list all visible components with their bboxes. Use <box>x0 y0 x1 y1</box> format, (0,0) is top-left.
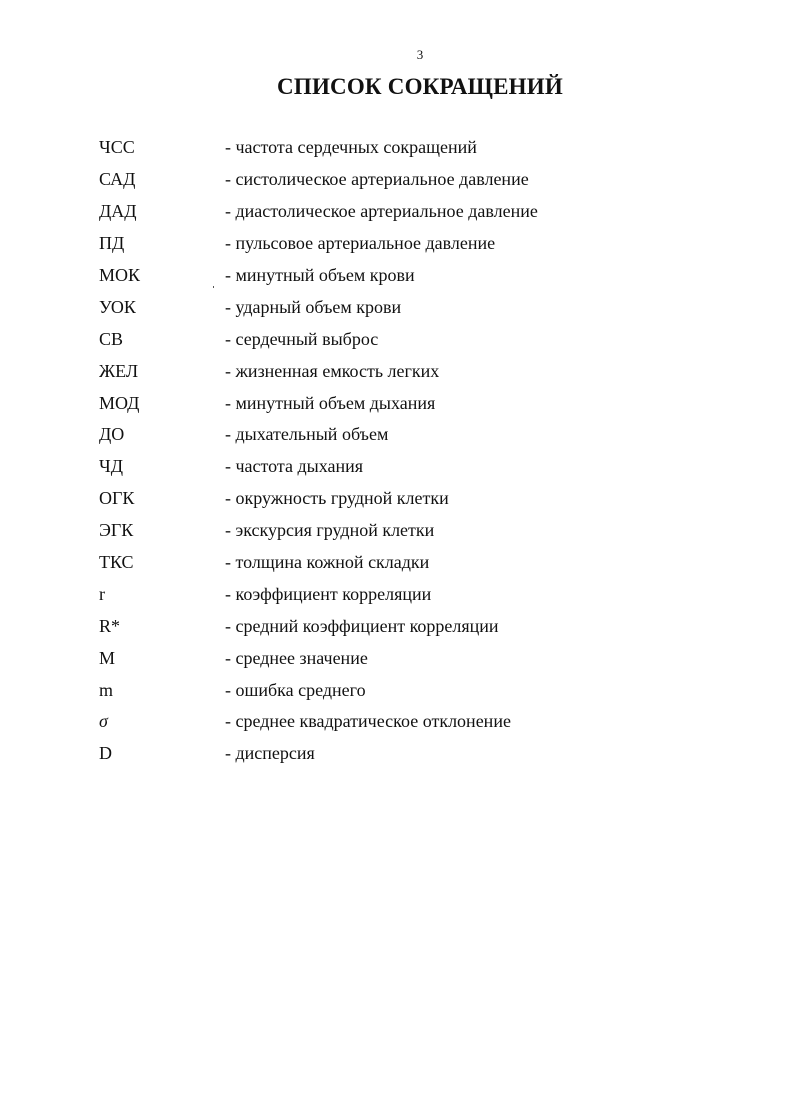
abbreviation-row <box>99 164 699 196</box>
abbreviation-term: ЭГК <box>99 520 134 541</box>
abbreviation-term: ЖЕЛ <box>99 360 139 381</box>
abbreviation-definition: - окружность грудной клетки <box>225 488 449 509</box>
abbreviation-row <box>99 578 699 610</box>
abbreviation-term: ДО <box>99 424 125 445</box>
abbreviation-definition: - средний коэффициент корреляции <box>225 615 499 636</box>
abbreviation-row <box>99 483 699 515</box>
abbreviation-definition: - минутный объем крови <box>225 265 415 285</box>
abbreviation-term: ЧСС <box>99 137 135 158</box>
abbreviation-row <box>99 547 699 579</box>
abbreviation-definition: - жизненная емкость легких <box>225 360 440 381</box>
abbreviation-definition: - среднее значение <box>225 647 368 668</box>
abbreviation-definition: - экскурсия грудной клетки <box>225 520 435 541</box>
abbreviation-row <box>99 387 699 419</box>
abbreviation-term: САД <box>99 169 136 190</box>
page-number: 3 <box>416 47 424 62</box>
abbreviation-definition: - ошибка среднего <box>225 679 366 700</box>
abbreviation-row <box>99 610 699 642</box>
abbreviation-definition: - диастолическое артериальное давление <box>225 201 538 222</box>
abbreviation-row <box>99 132 699 164</box>
abbreviation-row <box>99 642 699 674</box>
abbreviation-definition: - систолическое артериальное давление <box>225 169 529 190</box>
abbreviation-row <box>99 515 699 547</box>
abbreviation-row <box>99 738 699 770</box>
abbreviation-definition: - среднее квадратическое отклонение <box>225 711 511 732</box>
abbreviation-term: ДАД <box>99 201 137 222</box>
abbreviation-definition: - толщина кожной складки <box>225 552 430 573</box>
abbreviation-term: M <box>99 647 116 668</box>
abbreviation-term: ПД <box>99 233 125 254</box>
abbreviation-term: СВ <box>99 328 124 349</box>
abbreviation-definition: - дисперсия <box>225 743 315 764</box>
abbreviation-term: ЧД <box>99 456 123 477</box>
abbreviation-term: m <box>99 679 114 700</box>
abbreviation-row <box>99 355 699 387</box>
abbreviation-row <box>99 291 699 323</box>
abbreviation-row <box>99 323 699 355</box>
abbreviation-row <box>99 451 699 483</box>
abbreviation-definition: - частота дыхания <box>225 456 364 477</box>
abbreviation-row <box>99 196 699 228</box>
abbreviation-term: R* <box>99 615 121 636</box>
abbreviation-term: МОД <box>99 392 140 413</box>
abbreviation-term: D <box>99 743 112 764</box>
abbreviation-term: МОК <box>99 265 141 285</box>
abbreviation-definition: - частота сердечных сокращений <box>225 137 477 158</box>
abbreviation-row <box>99 228 699 260</box>
abbreviation-row <box>99 260 699 292</box>
abbreviation-list <box>99 132 699 770</box>
abbreviation-term: ОГК <box>99 488 135 509</box>
abbreviation-definition: - минутный объем дыхания <box>225 392 436 413</box>
abbreviation-term: УОК <box>99 296 136 317</box>
abbreviation-term: σ <box>99 711 108 732</box>
abbreviation-definition: - ударный объем крови <box>225 296 402 317</box>
abbreviation-term: ТКС <box>99 552 134 573</box>
abbreviation-row <box>99 419 699 451</box>
page-title: СПИСОК СОКРАЩЕНИЙ <box>277 74 563 99</box>
abbreviation-term: r <box>99 583 105 604</box>
abbreviation-definition: - коэффициент корреляции <box>225 583 432 604</box>
abbreviation-row <box>99 706 699 738</box>
abbreviation-row <box>99 674 699 706</box>
abbreviation-definition: - пульсовое артериальное давление <box>225 233 496 254</box>
abbreviation-definition: - сердечный выброс <box>225 328 379 349</box>
abbreviation-definition: - дыхательный объем <box>225 424 389 445</box>
